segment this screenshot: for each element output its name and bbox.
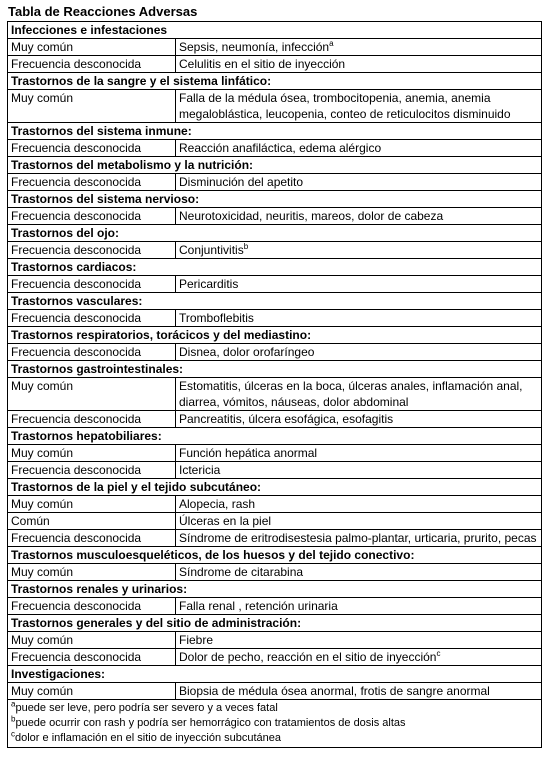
reaction-text: Síndrome de citarabina (179, 565, 304, 579)
reaction-text: Falla de la médula ósea, trombocitopenia, anemia, anemia megaloblástica, leucopenia, conteo de reticulocitos disminuido (179, 91, 511, 121)
reaction-cell (176, 496, 542, 513)
frequency-cell: Frecuencia desconocida (8, 242, 176, 259)
table-row (8, 649, 542, 666)
section-header-row (8, 22, 542, 39)
table-row (8, 411, 542, 428)
reaction-cell (176, 90, 542, 123)
reaction-text: Tromboflebitis (179, 311, 254, 325)
section-title: Trastornos de la sangre y el sistema linfático: (8, 73, 542, 90)
reaction-cell (176, 208, 542, 225)
section-title: Trastornos del sistema nervioso: (8, 191, 542, 208)
reaction-text: Disnea, dolor orofaríngeo (179, 345, 315, 359)
section-header-row (8, 293, 542, 310)
reaction-text: Neurotoxicidad, neuritis, mareos, dolor de cabeza (179, 209, 444, 223)
table-row (8, 462, 542, 479)
reaction-cell (176, 174, 542, 191)
reaction-text: Pancreatitis, úlcera esofágica, esofagitis (179, 412, 394, 426)
frequency-cell: Frecuencia desconocida (8, 310, 176, 327)
table-row (8, 496, 542, 513)
frequency-cell: Muy común (8, 378, 176, 411)
section-title: Trastornos del metabolismo y la nutrición: (8, 157, 542, 174)
section-header-row (8, 361, 542, 378)
reaction-text: Celulitis en el sitio de inyección (179, 57, 346, 71)
frequency-cell: Muy común (8, 445, 176, 462)
footnote-marker: c (436, 649, 441, 658)
table-row (8, 445, 542, 462)
table-row (8, 90, 542, 123)
frequency-cell: Frecuencia desconocida (8, 56, 176, 73)
section-title: Trastornos cardiacos: (8, 259, 542, 276)
section-header-row (8, 157, 542, 174)
table-row (8, 378, 542, 411)
table-row (8, 242, 542, 259)
section-header-row (8, 123, 542, 140)
table-row (8, 564, 542, 581)
frequency-cell: Muy común (8, 39, 176, 56)
table-row (8, 513, 542, 530)
section-header-row (8, 547, 542, 564)
footnotes-row (8, 700, 542, 748)
reaction-text: Disminución del apetito (179, 175, 304, 189)
frequency-cell: Frecuencia desconocida (8, 411, 176, 428)
reaction-text: Alopecia, rash (179, 497, 256, 511)
frequency-cell: Frecuencia desconocida (8, 530, 176, 547)
footnote (11, 701, 538, 716)
footnote-mark: b (11, 714, 16, 724)
section-title: Trastornos vasculares: (8, 293, 542, 310)
reaction-cell (176, 378, 542, 411)
reaction-cell (176, 564, 542, 581)
section-header-row (8, 73, 542, 90)
section-header-row (8, 225, 542, 242)
frequency-cell: Muy común (8, 564, 176, 581)
footnote-mark: c (11, 729, 15, 739)
section-header-row (8, 479, 542, 496)
table-row (8, 39, 542, 56)
reaction-cell (176, 310, 542, 327)
footnotes-cell (8, 700, 542, 748)
table-row (8, 632, 542, 649)
footnote-text: puede ocurrir con rash y podría ser hemorrágico con tratamientos de dosis altas (15, 717, 406, 729)
section-header-row (8, 191, 542, 208)
footnote-marker: a (329, 39, 334, 48)
reaction-cell (176, 39, 542, 56)
table-row (8, 344, 542, 361)
table-row (8, 56, 542, 73)
reaction-text: Reacción anafiláctica, edema alérgico (179, 141, 382, 155)
section-title: Infecciones e infestaciones (8, 22, 542, 39)
table-title: Tabla de Reacciones Adversas (8, 4, 198, 19)
reaction-text: Falla renal , retención urinaria (179, 599, 338, 613)
section-title: Trastornos del sistema inmune: (8, 123, 542, 140)
section-header-row (8, 327, 542, 344)
section-header-row (8, 615, 542, 632)
reaction-cell (176, 242, 542, 259)
footnote (11, 716, 538, 731)
reaction-cell (176, 140, 542, 157)
section-header-row (8, 259, 542, 276)
section-title: Trastornos musculoesqueléticos, de los huesos y del tejido conectivo: (8, 547, 542, 564)
section-title: Trastornos de la piel y el tejido subcutáneo: (8, 479, 542, 496)
section-title: Trastornos hepatobiliares: (8, 428, 542, 445)
frequency-cell: Muy común (8, 496, 176, 513)
section-header-row (8, 666, 542, 683)
reaction-cell (176, 598, 542, 615)
table-row (8, 276, 542, 293)
section-header-row (8, 428, 542, 445)
section-title: Trastornos gastrointestinales: (8, 361, 542, 378)
frequency-cell: Muy común (8, 632, 176, 649)
table-row (8, 310, 542, 327)
table-row (8, 208, 542, 225)
reaction-cell (176, 513, 542, 530)
reaction-text: Función hepática anormal (179, 446, 318, 460)
footnote-marker: b (243, 242, 249, 251)
section-title: Trastornos renales y urinarios: (8, 581, 542, 598)
footnote (11, 731, 538, 746)
frequency-cell: Frecuencia desconocida (8, 344, 176, 361)
table-row (8, 530, 542, 547)
reaction-cell (176, 649, 542, 666)
reaction-cell (176, 344, 542, 361)
frequency-cell: Frecuencia desconocida (8, 649, 176, 666)
reaction-text: Estomatitis, úlceras en la boca, úlceras anales, inflamación anal, diarrea, vómitos, náuseas, dolor abdominal (179, 379, 523, 409)
reaction-text: Ictericia (179, 463, 221, 477)
reaction-cell (176, 276, 542, 293)
reaction-text: Conjuntivitis (179, 243, 244, 257)
section-title: Investigaciones: (8, 666, 542, 683)
reaction-cell (176, 462, 542, 479)
reaction-cell (176, 445, 542, 462)
footnote-text: puede ser leve, pero podría ser severo y a veces fatal (15, 702, 278, 714)
reaction-text: Fiebre (179, 633, 214, 647)
reaction-text: Úlceras en la piel (179, 514, 272, 528)
section-title: Trastornos del ojo: (8, 225, 542, 242)
reaction-text: Síndrome de eritrodisestesia palmo-plantar, urticaria, prurito, pecas (179, 531, 537, 545)
frequency-cell: Frecuencia desconocida (8, 276, 176, 293)
reaction-cell (176, 632, 542, 649)
adverse-reactions-table (7, 21, 542, 748)
frequency-cell: Muy común (8, 90, 176, 123)
reaction-text: Biopsia de médula ósea anormal, frotis de sangre anormal (179, 684, 490, 698)
table-row (8, 683, 542, 700)
frequency-cell: Muy común (8, 683, 176, 700)
table-row (8, 140, 542, 157)
table-row (8, 598, 542, 615)
reaction-text: Sepsis, neumonía, infección (179, 40, 330, 54)
section-title: Trastornos generales y del sitio de administración: (8, 615, 542, 632)
frequency-cell: Frecuencia desconocida (8, 598, 176, 615)
frequency-cell: Frecuencia desconocida (8, 140, 176, 157)
reaction-cell (176, 683, 542, 700)
footnote-text: dolor e inflamación en el sitio de inyección subcutánea (15, 732, 281, 744)
table-row (8, 174, 542, 191)
section-title: Trastornos respiratorios, torácicos y del mediastino: (8, 327, 542, 344)
section-header-row (8, 581, 542, 598)
frequency-cell: Común (8, 513, 176, 530)
footnote-mark: a (11, 699, 16, 709)
frequency-cell: Frecuencia desconocida (8, 462, 176, 479)
reaction-text: Dolor de pecho, reacción en el sitio de inyección (179, 650, 437, 664)
reaction-cell (176, 530, 542, 547)
reaction-text: Pericarditis (179, 277, 239, 291)
frequency-cell: Frecuencia desconocida (8, 208, 176, 225)
frequency-cell: Frecuencia desconocida (8, 174, 176, 191)
reaction-cell (176, 411, 542, 428)
reaction-cell (176, 56, 542, 73)
